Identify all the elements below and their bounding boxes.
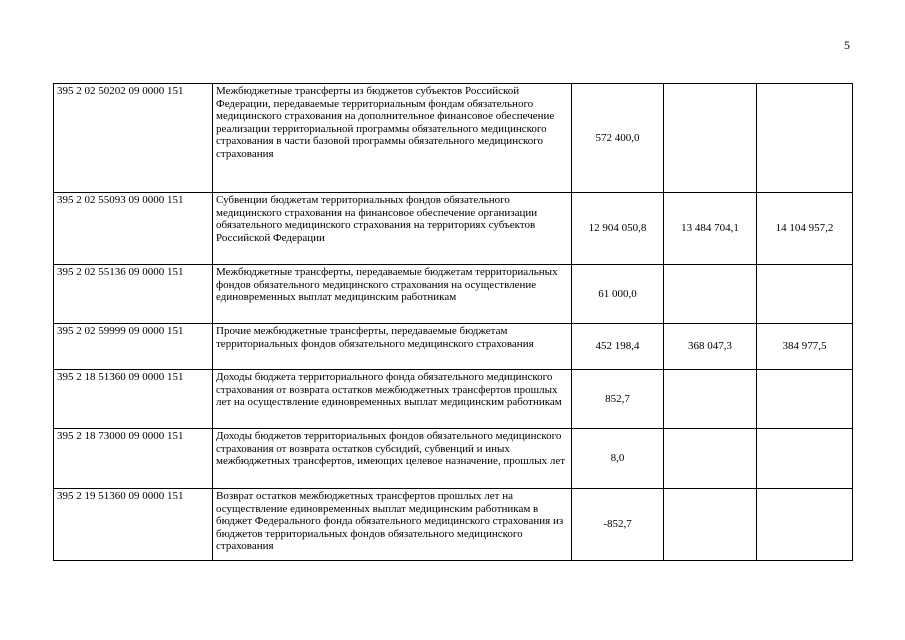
budget-code-cell: 395 2 18 51360 09 0000 151: [54, 370, 213, 429]
budget-code-cell: 395 2 18 73000 09 0000 151: [54, 429, 213, 489]
amount-year3-cell: [757, 84, 853, 193]
amount-year3-cell: [757, 429, 853, 489]
page-number: 5: [844, 38, 850, 52]
amount-year1-cell: -852,7: [572, 489, 664, 561]
table-row: [54, 370, 853, 429]
description-cell: Межбюджетные трансферты из бюджетов субъектов Российской Федерации, передаваемые территориальным фондам обязательного медицинского страхования на дополнительное финансовое обеспечение реализации территориальной программы обязательного медицинского страхования в части базовой программы обязательного медицинского страхования: [213, 84, 572, 193]
table-row: [54, 84, 853, 193]
amount-year3-cell: [757, 489, 853, 561]
description-cell: Субвенции бюджетам территориальных фондов обязательного медицинского страхования на финансовое обеспечение организации обязательного медицинского страхования на территориях субъектов Российской Федерации: [213, 193, 572, 265]
budget-code-cell: 395 2 19 51360 09 0000 151: [54, 489, 213, 561]
amount-year3-cell: 14 104 957,2: [757, 193, 853, 265]
amount-year2-cell: [664, 265, 757, 324]
amount-year1-cell: 452 198,4: [572, 324, 664, 370]
amount-year1-cell: 8,0: [572, 429, 664, 489]
amount-year1-cell: 12 904 050,8: [572, 193, 664, 265]
table-row: [54, 429, 853, 489]
amount-year2-cell: [664, 370, 757, 429]
table-row: [54, 193, 853, 265]
description-cell: Доходы бюджетов территориальных фондов обязательного медицинского страхования от возврата остатков субсидий, субвенций и иных межбюджетных трансфертов, имеющих целевое назначение, прошлых лет: [213, 429, 572, 489]
amount-year2-cell: [664, 84, 757, 193]
table-row: [54, 265, 853, 324]
budget-code-cell: 395 2 02 55093 09 0000 151: [54, 193, 213, 265]
description-cell: Доходы бюджета территориального фонда обязательного медицинского страхования от возврата остатков межбюджетных трансфертов прошлых лет на осуществление единовременных выплат медицинским работникам: [213, 370, 572, 429]
budget-code-cell: 395 2 02 59999 09 0000 151: [54, 324, 213, 370]
amount-year1-cell: 852,7: [572, 370, 664, 429]
amount-year1-cell: 61 000,0: [572, 265, 664, 324]
description-cell: Межбюджетные трансферты, передаваемые бюджетам территориальных фондов обязательного медицинского страхования на осуществление единовременных выплат медицинским работникам: [213, 265, 572, 324]
amount-year2-cell: 368 047,3: [664, 324, 757, 370]
description-cell: Прочие межбюджетные трансферты, передаваемые бюджетам территориальных фондов обязательного медицинского страхования: [213, 324, 572, 370]
description-cell: Возврат остатков межбюджетных трансфертов прошлых лет на осуществление единовременных выплат медицинским работникам в бюджет Федерального фонда обязательного медицинского страхования из бюджетов территориальных фондов обязательного медицинского страхования: [213, 489, 572, 561]
amount-year1-cell: 572 400,0: [572, 84, 664, 193]
amount-year2-cell: 13 484 704,1: [664, 193, 757, 265]
table-row: [54, 489, 853, 561]
amount-year2-cell: [664, 489, 757, 561]
budget-revenue-table: [53, 83, 853, 561]
budget-code-cell: 395 2 02 55136 09 0000 151: [54, 265, 213, 324]
amount-year3-cell: [757, 265, 853, 324]
budget-code-cell: 395 2 02 50202 09 0000 151: [54, 84, 213, 193]
table-row: [54, 324, 853, 370]
amount-year2-cell: [664, 429, 757, 489]
amount-year3-cell: 384 977,5: [757, 324, 853, 370]
amount-year3-cell: [757, 370, 853, 429]
